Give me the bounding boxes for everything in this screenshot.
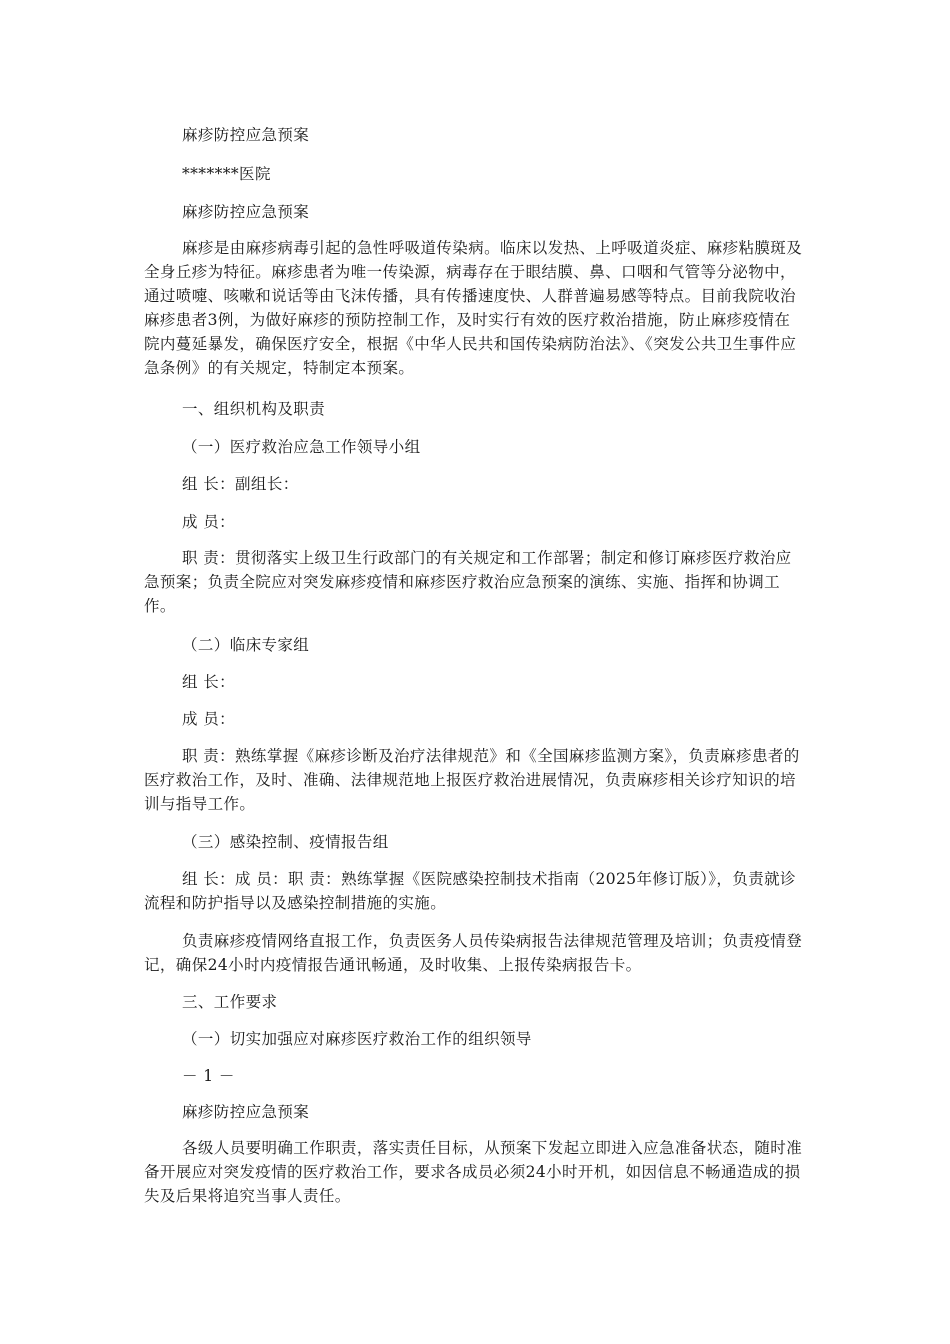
document-title: 麻疹防控应急预案 [182,203,310,221]
page-number: － 1 － [182,1067,235,1085]
group2-leader: 组 长： [182,673,236,691]
group1-title: （一）医疗救治应急工作领导小组 [182,438,421,456]
hospital-name: *******医院 [182,165,271,183]
group1-leader: 组 长：副组长： [182,475,299,493]
group2-duty: 职 责：熟练掌握《麻疹诊断及治疗法律规范》和《全国麻疹监测方案》，负责麻疹患者的医疗救治工作，及时、准确、法律规范地上报医疗救治进展情况，负责麻疹相关诊疗知识的培训与指导工作。 [144,747,800,813]
group3-text-continued: 负责麻疹疫情网络直报工作，负责医务人员传染病报告法律规范管理及培训；负责疫情登记，确保24小时内疫情报告通讯畅通，及时收集、上报传染病报告卡。 [144,932,803,974]
group1-members: 成 员： [182,513,236,531]
page-header-2: 麻疹防控应急预案 [182,1103,310,1121]
group2-members: 成 员： [182,710,236,728]
requirement-1-text: 各级人员要明确工作职责，落实责任目标，从预案下发起立即进入应急准备状态，随时准备开展应对突发疫情的医疗救治工作，要求各成员必须24小时开机，如因信息不畅通造成的损失及后果将追究当事人责任。 [144,1139,803,1205]
intro-paragraph: 麻疹是由麻疹病毒引起的急性呼吸道传染病。临床以发热、上呼吸道炎症、麻疹粘膜斑及全身丘疹为特征。麻疹患者为唯一传染源，病毒存在于眼结膜、鼻、口咽和气管等分泌物中，通过喷嚏、咳嗽和说话等由飞沫传播，具有传播速度快、人群普遍易感等特点。目前我院收治麻疹患者3例，为做好麻疹的预防控制工作，及时实行有效的医疗救治措施，防止麻疹疫情在院内蔓延暴发，确保医疗安全，根据《中华人民共和国传染病防治法》、《突发公共卫生事件应急条例》的有关规定，特制定本预案。 [144,239,803,377]
section-heading-1: 一、组织机构及职责 [182,400,326,418]
group3-title: （三）感染控制、疫情报告组 [182,833,389,851]
page-header: 麻疹防控应急预案 [182,126,310,144]
group3-text: 组 长：成 员：职 责：熟练掌握《医院感染控制技术指南（2025年修订版）》，负责就诊流程和防护指导以及感染控制措施的实施。 [144,870,796,912]
section-heading-3: 三、工作要求 [182,993,278,1011]
group2-title: （二）临床专家组 [182,636,310,654]
group1-duty: 职 责：贯彻落实上级卫生行政部门的有关规定和工作部署；制定和修订麻疹医疗救治应急预案；负责全院应对突发麻疹疫情和麻疹医疗救治应急预案的演练、实施、指挥和协调工作。 [144,549,792,615]
requirement-1-title: （一）切实加强应对麻疹医疗救治工作的组织领导 [182,1030,532,1048]
